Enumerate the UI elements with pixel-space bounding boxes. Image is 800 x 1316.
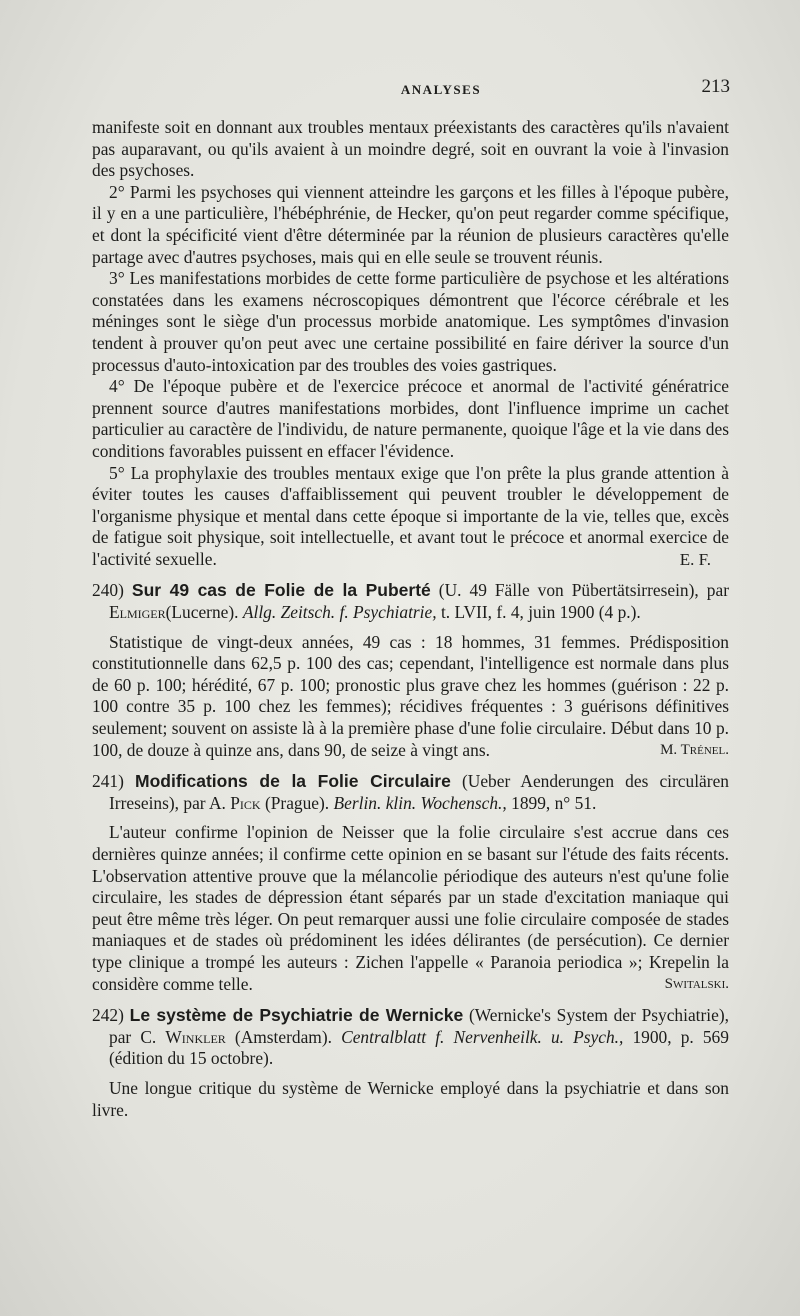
- conclusion-point-5: [92, 463, 729, 571]
- entry-heading: [92, 771, 729, 814]
- entry-body-text: L'auteur confirme l'opinion de Neisser que la folie circulaire s'est accrue dans ces dernières quinze années; il confirme cette opinion en se basant sur l'étude des faits récents. L'observation attentive prouve que la mélancolie périodique des auteurs n'est qu'une folie circulaire, les stades de dépression étant séparés par un stade d'excitation maniaque qui peut être même très léger. On peut remarquer aussi une folie circulaire composée de stades maniaques et de stades où prédominent les idées délirantes (de persécution). Ce dernier type clinique a trompé les auteurs : Zichen l'appelle « Paranoia periodica »; Krepelin la considère comme telle.: [92, 822, 729, 994]
- entry-heading: [92, 1005, 729, 1070]
- conclusion-point-5-text: 5° La prophylaxie des troubles mentaux exige que l'on prête la plus grande attention à éviter toutes les causes d'affaiblissement qui peuvent troubler le développement de l'organisme physique et mental dans cette époque si importante de la vie, telles que, excès de fatigue soit physique, soit intellectuelle, et avant tout le précoce et anormal exercice de l'activité sexuelle.: [92, 462, 729, 569]
- entry-citation: 1899, n° 51.: [511, 792, 597, 813]
- entry-journal: Centralblatt f. Nervenheilk. u. Psych.,: [341, 1026, 624, 1047]
- entry-title: Modifications de la Folie Circulaire: [135, 771, 451, 792]
- running-head: ANALYSES: [400, 82, 482, 97]
- page-number: 213: [701, 76, 730, 97]
- entry-body: [92, 632, 729, 762]
- page-header: [92, 76, 730, 102]
- entry-body: [92, 822, 729, 995]
- reviewer-signature: M. Trénel.: [660, 741, 729, 758]
- entry-by: par C.: [109, 1026, 157, 1047]
- entry-body-text: Statistique de vingt-deux années, 49 cas : 18 hommes, 31 femmes. Prédisposition constitutionnelle dans 62,5 p. 100 des cas; cependant, l'intelligence est normale dans plus de 60 p. 100; hérédité, 67 p. 100; pronostic plus grave chez les hommes (guérison : 22 p. 100 contre 35 p. 100 chez les femmes); récidives fréquentes : 3 guérisons définitives seulement; souvent on assiste là à la première phase d'une folie circulaire. Début dans 10 p. 100, de douze à quinze ans, dans 90, de seize à vingt ans.: [92, 631, 729, 760]
- entry-author: Pick: [230, 792, 261, 813]
- entry-number: 241): [92, 771, 124, 792]
- entry-author: Elmiger: [109, 602, 166, 623]
- preceding-article-conclusion: [92, 117, 729, 570]
- entry-affiliation: (Prague).: [264, 792, 330, 813]
- page-body: [92, 117, 729, 1121]
- entry-subtitle: (Ueber Aenderungen des circulären Irreseins),: [109, 771, 729, 813]
- conclusion-point-3: 3° Les manifestations morbides de cette forme particulière de psychose et les altérations constatées dans les examens nécroscopiques démontrent que l'écorce cérébrale et les méninges sont le siège d'un processus morbide anatomique. Les symptômes d'invasion tendent à prouver qu'on peut avec une certaine possibilité en faire dériver la source d'un processus d'auto-intoxication par des troubles des voies gastriques.: [92, 268, 729, 375]
- entry-heading: [92, 580, 729, 623]
- entry-citation: t. LVII, f. 4, juin 1900 (4 p.).: [440, 602, 641, 623]
- reviewer-signature: Switalski.: [664, 975, 729, 992]
- entry-title: Le système de Psychiatrie de Wernicke: [129, 1005, 464, 1026]
- entry-subtitle: (Wernicke's System der Psychiatrie),: [469, 1005, 729, 1026]
- entry-number: 240): [92, 580, 124, 601]
- entry-affiliation: (Lucerne).: [165, 602, 239, 623]
- entry-affiliation: (Amsterdam).: [234, 1026, 332, 1047]
- conclusion-point-4: 4° De l'époque pubère et de l'exercice précoce et anormal de l'activité génératrice prennent source d'autres manifestations morbides, dont l'influence imprime un cachet particulier au caractère de l'individu, de nature permanente, quoique l'âge et la vie dans des conditions favorables puissent en effacer l'évidence.: [92, 376, 729, 461]
- continuation-paragraph: manifeste soit en donnant aux troubles mentaux préexistants des caractères qu'ils n'avaient pas auparavant, ou qu'ils avaient à un moindre degré, soit en ouvrant la voie à l'invasion des psychoses.: [92, 117, 729, 181]
- analysis-entry-240: [92, 580, 729, 761]
- entry-by: par: [706, 580, 729, 601]
- entry-subtitle: (U. 49 Fälle von Pübertätsirresein),: [438, 580, 699, 601]
- entry-by: par A.: [183, 792, 226, 813]
- entry-title: Sur 49 cas de Folie de la Puberté: [131, 580, 431, 601]
- conclusion-point-2: 2° Parmi les psychoses qui viennent atteindre les garçons et les filles à l'époque pubère, il y en a une particulière, l'hébéphrénie, de Hecker, qu'on peut regarder comme spécifique, et dont la spécificité vient d'être déterminée par la réunion de plusieurs caractères qu'elle partage avec d'autres psychoses, mais qui en elle seule se trouvent réunis.: [92, 181, 729, 267]
- entry-citation: 1900, p. 569 (édition du 15 octobre).: [109, 1026, 729, 1069]
- analysis-entry-242: [92, 1005, 729, 1121]
- entry-number: 242): [92, 1005, 124, 1026]
- entry-journal: Allg. Zeitsch. f. Psychiatrie,: [242, 602, 437, 623]
- entry-body: Une longue critique du système de Wernicke employé dans la psychiatrie et dans son livre.: [92, 1077, 729, 1120]
- entry-journal: Berlin. klin. Wochensch.,: [333, 792, 507, 813]
- entry-author: Winkler: [165, 1026, 226, 1047]
- analysis-entry-241: [92, 771, 729, 995]
- reviewer-signature: E. F.: [679, 549, 711, 569]
